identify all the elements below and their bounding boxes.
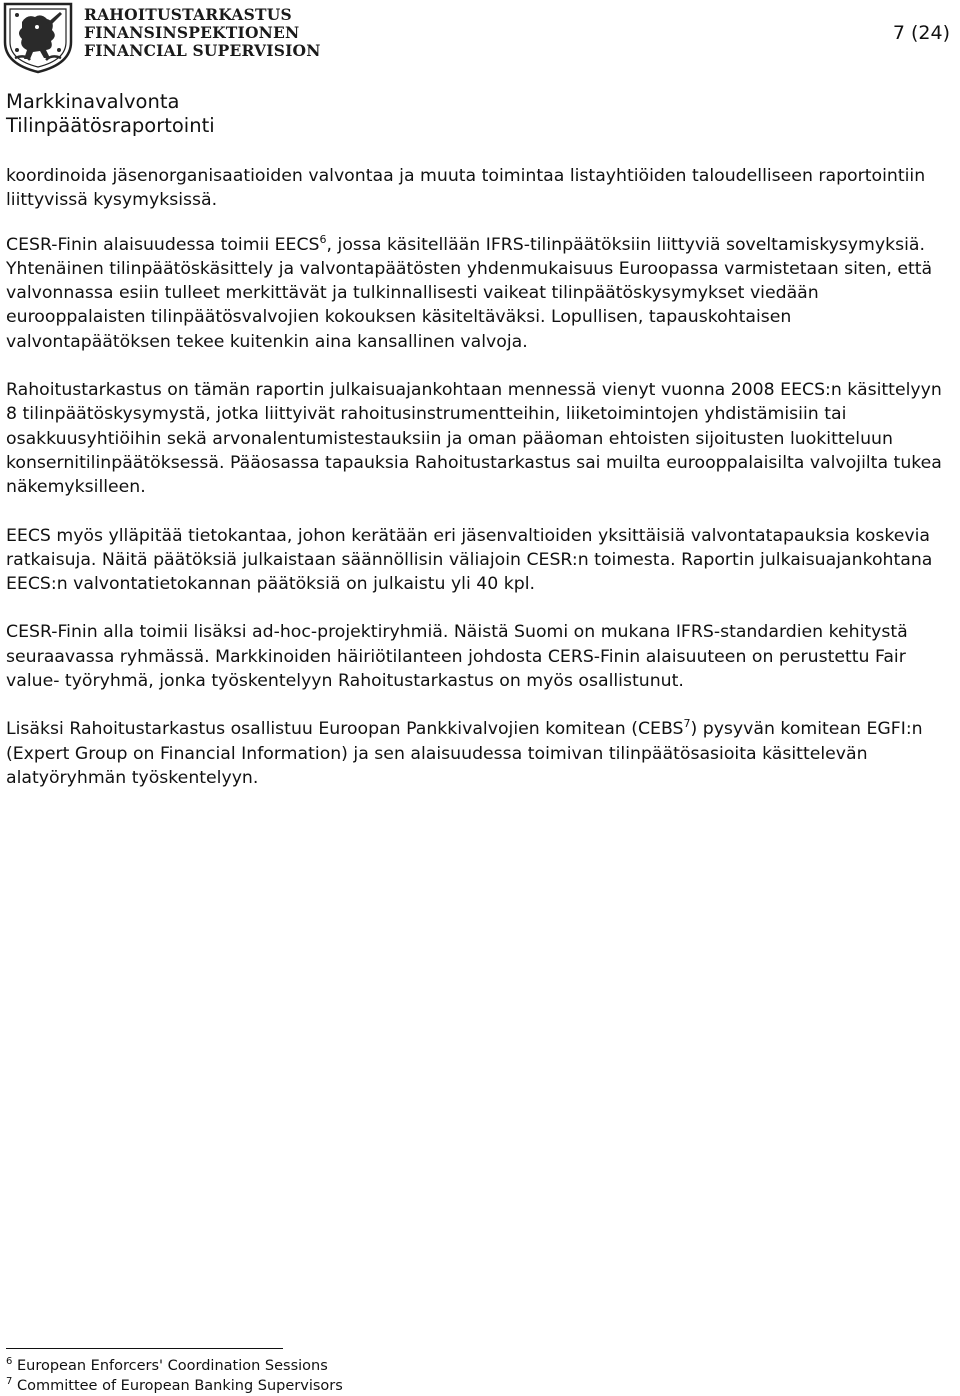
paragraph: koordinoida jäsenorganisaatioiden valvontaa ja muuta toimintaa listayhtiöiden taloudelliseen raportointiin liittyvissä kysymyksissä. — [6, 166, 926, 211]
footnote-number: 6 — [6, 1356, 13, 1368]
footnote-reference[interactable]: 6 — [319, 232, 327, 246]
footnote-text: European Enforcers' Coordination Sessions — [16, 1358, 328, 1374]
footnote-divider — [6, 1348, 283, 1349]
org-name-sv: FINANSINSPEKTIONEN — [84, 23, 300, 42]
footnote — [6, 1356, 343, 1376]
org-name-en: FINANCIAL SUPERVISION — [84, 41, 321, 60]
footnote-text: Committee of European Banking Supervisors — [16, 1378, 343, 1394]
finnish-lion-crest-icon — [0, 0, 76, 74]
paragraph — [6, 717, 954, 790]
footnotes — [6, 1356, 343, 1396]
footnote-number: 7 — [6, 1376, 13, 1388]
organization-names — [84, 6, 321, 60]
org-name-fi: RAHOITUSTARKASTUS — [84, 5, 292, 24]
page-number: 7 (24) — [892, 22, 950, 44]
paragraph — [6, 233, 954, 354]
document-subsection: Tilinpäätösraportointi — [6, 114, 215, 137]
footnote — [6, 1376, 343, 1396]
document-section: Markkinavalvonta — [6, 90, 180, 113]
footnote-reference[interactable]: 7 — [683, 717, 691, 731]
document-title — [6, 90, 215, 138]
paragraph: Rahoitustarkastus on tämän raportin julkaisuajankohtaan mennessä vienyt vuonna 2008 EECS:n käsittelyyn 8 tilinpäätöskysymystä, jotka liittyivät rahoitusinstrumentteihin, liiketoimintojen yhdistämisiin tai osakkuusyhtiöihin sekä arvonalentumistestauksiin ja oman pääoman ehtoisten sijoitusten luokitteluun konsernitilinpäätöksessä. Pääosassa tapauksia Rahoitustarkastus sai muilta eurooppalaisilta valvojilta tukea näkemyksilleen. — [6, 380, 942, 498]
paragraph-text: Lisäksi Rahoitustarkastus osallistuu Euroopan Pankkivalvojien komitean (CEBS — [6, 719, 684, 740]
paragraph-text: , jossa käsitellään IFRS-tilinpäätöksiin liittyviä soveltamiskysymyksiä. Yhtenäinen tilinpäätöskäsittely ja valvontapäätösten yhdenmukaisuus Euroopassa varmistetaan siten, että valvonnassa esiin tulleet merkittävät ja tulkinnallisesti vaikeat tilinpäätöskysymykset viedään eurooppalaisten tilinpäätösvalvojien kokouksen käsiteltäväksi. Lopullisen, tapauskohtaisen valvontapäätöksen tekee kuitenkin aina kansallinen valvoja. — [6, 234, 933, 352]
paragraph-text: ) pysyvän komitean EGFI:n (Expert Group on Financial Information) ja sen alaisuudessa toimivan tilinpäätösasioita käsittelevän alatyöryhmän työskentelyyn. — [6, 719, 923, 788]
body-text — [6, 164, 954, 814]
paragraph: EECS myös ylläpitää tietokantaa, johon kerätään eri jäsenvaltioiden yksittäisiä valvontatapauksia koskevia ratkaisuja. Näitä päätöksiä julkaistaan säännöllisin väliajoin CESR:n toimesta. Raportin julkaisuajankohtana EECS:n valvontatietokannan päätöksiä on julkaistu yli 40 kpl. — [6, 525, 933, 595]
paragraph-text: CESR-Finin alaisuudessa toimii EECS — [6, 234, 320, 255]
paragraph: CESR-Finin alla toimii lisäksi ad-hoc-projektiryhmiä. Näistä Suomi on mukana IFRS-standardien kehitystä seuraavassa ryhmässä. Markkinoiden häiriötilanteen johdosta CERS-Finin alaisuuteen on perustettu Fair value- työryhmä, jonka työskentelyyn Rahoitustarkastus on myös osallistunut. — [6, 622, 908, 692]
